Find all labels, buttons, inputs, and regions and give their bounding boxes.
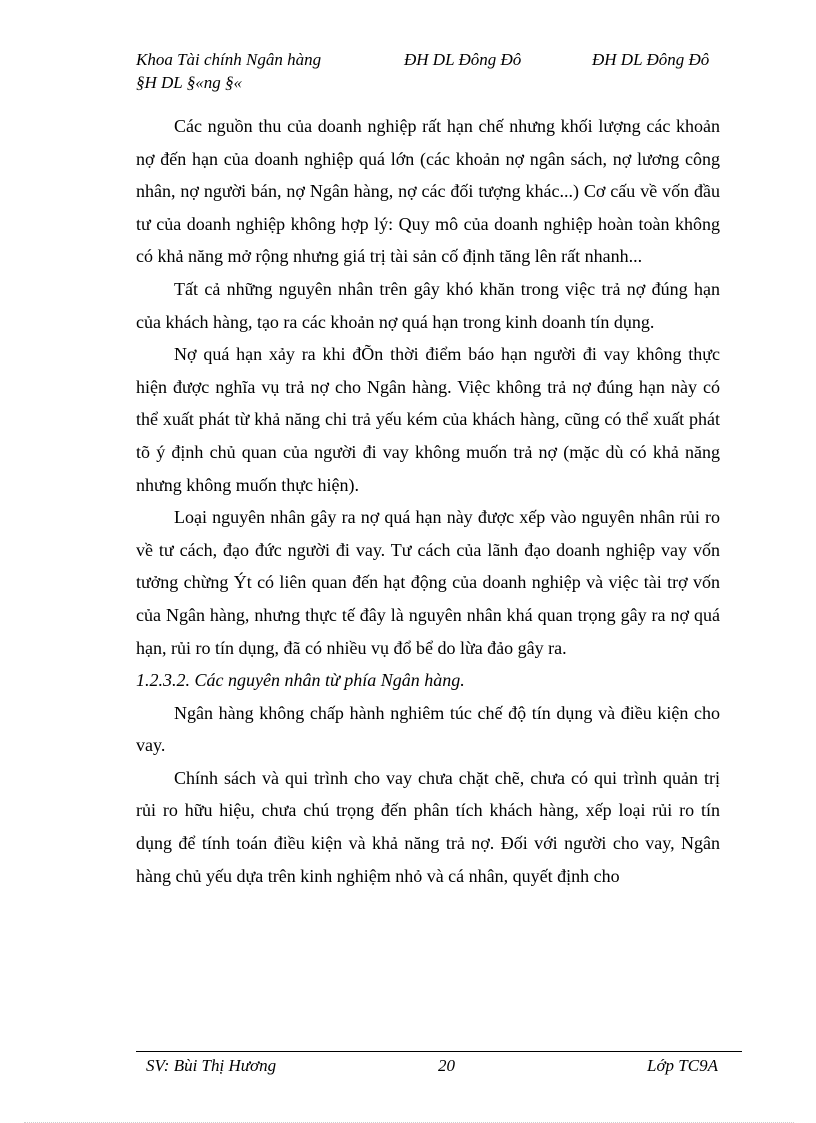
page-header (136, 48, 736, 94)
paragraph: Tất cả những nguyên nhân trên gây khó khăn trong việc trả nợ đúng hạn của khách hàng, tạo ra các khoản nợ quá hạn trong kinh doanh tín dụng. (136, 278, 720, 332)
paragraph: Nợ quá hạn xảy ra khi đÕn thời điểm báo hạn người đi vay không thực hiện được nghĩa vụ trả nợ cho Ngân hàng. Việc không trả nợ đúng hạn này có thể xuất phát từ khả năng chi trả yếu kém của khách hàng, cũng có thể xuất phát tõ ý định chủ quan của người đi vay không muốn trả nợ (mặc dù có khả năng nhưng không muốn thực hiện). (136, 344, 720, 495)
paragraph: Các nguồn thu của doanh nghiệp rất hạn chế nhưng khối lượng các khoản nợ đến hạn của doanh nghiệp quá lớn (các khoản nợ ngân sách, nợ lương công nhân, nợ người bán, nợ Ngân hàng, nợ các đối tượng khác...) Cơ cấu về vốn đầu tư của doanh nghiệp không hợp lý: Quy mô của doanh nghiệp hoàn toàn không có khả năng mở rộng nhưng giá trị tài sản cố định tăng lên rất nhanh... (136, 116, 720, 267)
paragraph: Chính sách và qui trình cho vay chưa chặt chẽ, chưa có qui trình quản trị rủi ro hữu hiệu, chưa chú trọng đến phân tích khách hàng, xếp loại rủi ro tín dụng để tính toán điều kiện và khả năng trả nợ. Đối với người cho vay, Ngân hàng chủ yếu dựa trên kinh nghiệm nhỏ và cá nhân, quyết định cho (136, 767, 720, 886)
paragraph: Ngân hàng không chấp hành nghiêm túc chế độ tín dụng và điều kiện cho vay. (136, 702, 720, 756)
header-faculty: Khoa Tài chính Ngân hàng (136, 50, 322, 69)
footer-student: SV: Bùi Thị Hương (146, 1056, 277, 1075)
page-number: 20 (438, 1056, 455, 1075)
header-university-garbled: §H DL §«ng §« (136, 73, 242, 92)
footer-divider (136, 1051, 742, 1052)
document-body (136, 110, 720, 892)
page-footer (136, 1054, 718, 1078)
header-row (136, 48, 736, 71)
section-heading: 1.2.3.2. Các nguyên nhân từ phía Ngân hàng. (136, 670, 465, 691)
paragraph: Loại nguyên nhân gây ra nợ quá hạn này được xếp vào nguyên nhân rủi ro về tư cách, đạo đức người đi vay. Tư cách của lãnh đạo doanh nghiệp vay vốn tưởng chừng Ýt có liên quan đến hạt động của doanh nghiệp và việc tài trợ vốn của Ngân hàng, nhưng thực tế đây là nguyên nhân khá quan trọng gây ra nợ quá hạn, rủi ro tín dụng, đã có nhiều vụ đổ bể do lừa đảo gây ra. (136, 507, 720, 658)
footer-class: Lớp TC9A (647, 1056, 718, 1075)
header-university-2: ĐH DL Đông Đô (592, 50, 710, 69)
header-university-1: ĐH DL Đông Đô (404, 50, 522, 69)
